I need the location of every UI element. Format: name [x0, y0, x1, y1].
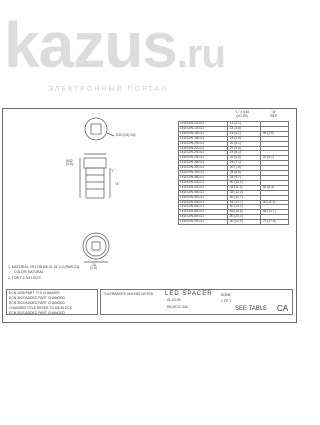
table-cell-l: .44 (11.2): [228, 185, 261, 190]
revision-row: ECN 3024 ADDED PART CHANGED: [9, 311, 65, 315]
drawing-number: SEE TABLE: [235, 306, 268, 312]
revision-row: CHANGED TITLE REFER TO 6/6 BLOCK: [9, 306, 73, 310]
table-cell-a: .40 (11.4): [261, 200, 289, 205]
table-cell-part: LEDS2W-200-01: [179, 141, 228, 146]
table-cell-a: .08 (2.0): [261, 131, 289, 136]
table-cell-l: .14 (3.6): [228, 126, 261, 131]
table-cell-l: .38 (9.7): [228, 175, 261, 180]
table-cell-part: LEDS2W-500-01: [179, 195, 228, 200]
table-cell-l: .28 (7.1): [228, 161, 261, 166]
table-header-a: "A" REF.: [270, 110, 278, 118]
table-cell-l: .80 (20.3): [228, 215, 261, 220]
revision-row: ECN 3024 ADDED PART CHANGED: [9, 301, 65, 305]
table-cell-part: LEDS2W-260-01: [179, 156, 228, 161]
note-2: 2. FOR T-1 3/4 LED'S.: [8, 276, 42, 280]
table-cell-part: LEDS2W-540-01: [179, 200, 228, 205]
date: 01-20-04: [167, 298, 181, 302]
table-cell-part: LEDS2W-220-01: [179, 146, 228, 151]
table-cell-part: LEDS2W-650-01: [179, 210, 228, 215]
table-cell-part: LEDS2W-120-01: [179, 122, 228, 127]
watermark-logo: kazus.ru: [4, 9, 225, 81]
length-dim-label: "L": [111, 169, 116, 173]
table-cell-l: .60 (15.2): [228, 205, 261, 210]
parts-table: [178, 121, 289, 225]
table-cell-l: .50 (12.7): [228, 195, 261, 200]
table-cell-l: .22 (5.6): [228, 146, 261, 151]
table-cell-part: LEDS2W-440-01: [179, 185, 228, 190]
table-cell-part: LEDS2W-180-01: [179, 136, 228, 141]
table-cell-l: .30 (7.6): [228, 166, 261, 171]
table-cell-l: .20 (5.1): [228, 141, 261, 146]
scale-value: NONE: [221, 293, 231, 297]
table-cell-l: .16 (4.1): [228, 131, 261, 136]
table-cell-part: LEDS2W-160-01: [179, 131, 228, 136]
square-dim-label: .032 (0.8) SQ.: [115, 133, 137, 137]
sheet-value: 1 OF 1: [221, 299, 232, 303]
top-view: [85, 118, 114, 140]
drawing-title: LED SPACER: [165, 291, 213, 297]
table-cell-part: LEDS2W-600-01: [179, 205, 228, 210]
table-cell-a: .70 (17.8): [261, 220, 289, 225]
diameter-dim-label: 5/32 (4.0): [66, 159, 73, 167]
table-cell-part: LEDS2W-480-01: [179, 190, 228, 195]
base-dim-label: .10 (2.5): [90, 263, 97, 271]
table-header-l: "L" ±.010 (±0.25): [234, 110, 250, 118]
table-cell-l: .34 (8.6): [228, 171, 261, 176]
table-cell-part: LEDS2W-300-01: [179, 166, 228, 171]
revision-letter: CA: [277, 304, 289, 313]
side-view: [80, 154, 110, 198]
table-cell-part: LEDS2W-140-01: [179, 126, 228, 131]
table-cell-part: LEDS2W-280-01: [179, 161, 228, 166]
table-cell-a: .58 (14.7): [261, 210, 289, 215]
revision-block: [6, 289, 98, 315]
table-row: [179, 220, 289, 225]
table-cell-l: .12 (3.1): [228, 122, 261, 127]
note-1: 1. MATERIAL: NYLON 6/6 UL 94 V-2 (RMS-01).: [8, 265, 81, 269]
table-cell-part: LEDS2W-400-01: [179, 180, 228, 185]
tolerances-label: TOLERANCES UNLESS NOTED: [103, 292, 154, 296]
table-cell-l: .24 (6.1): [228, 151, 261, 156]
note-1-color: COLOR: NATURAL: [14, 270, 44, 274]
revision-row: ECN 1028 PART 77-0 CHANGED: [9, 291, 60, 295]
table-cell-part: LEDS2W-900-01: [179, 220, 228, 225]
table-cell-l: .54 (13.7): [228, 200, 261, 205]
table-cell-part: LEDS2W-800-01: [179, 215, 228, 220]
table-cell-l: .40 (10.2): [228, 180, 261, 185]
company-name: RICHCO, INC.: [167, 305, 190, 309]
table-cell-part: LEDS2W-240-01: [179, 151, 228, 156]
table-cell-a: .33 (8.4): [261, 185, 289, 190]
table-cell-l: .48 (12.2): [228, 190, 261, 195]
bottom-view: [83, 233, 109, 262]
revision-row: ECN 3024 ADDED PART CHANGED: [9, 296, 65, 300]
table-cell-part: LEDS2W-380-01: [179, 175, 228, 180]
table-cell-part: LEDS2W-340-01: [179, 171, 228, 176]
table-cell-l: .65 (16.5): [228, 210, 261, 215]
a-dim-label: "A": [115, 182, 120, 186]
watermark-subtitle: ЭЛЕКТРОННЫЙ ПОРТАЛ: [48, 86, 168, 93]
table-cell-l: .26 (6.6): [228, 156, 261, 161]
table-cell-a: .20 (5.1): [261, 156, 289, 161]
table-cell-l: .90 (22.9): [228, 220, 261, 225]
table-cell-l: .18 (4.6): [228, 136, 261, 141]
title-block: [100, 289, 293, 315]
